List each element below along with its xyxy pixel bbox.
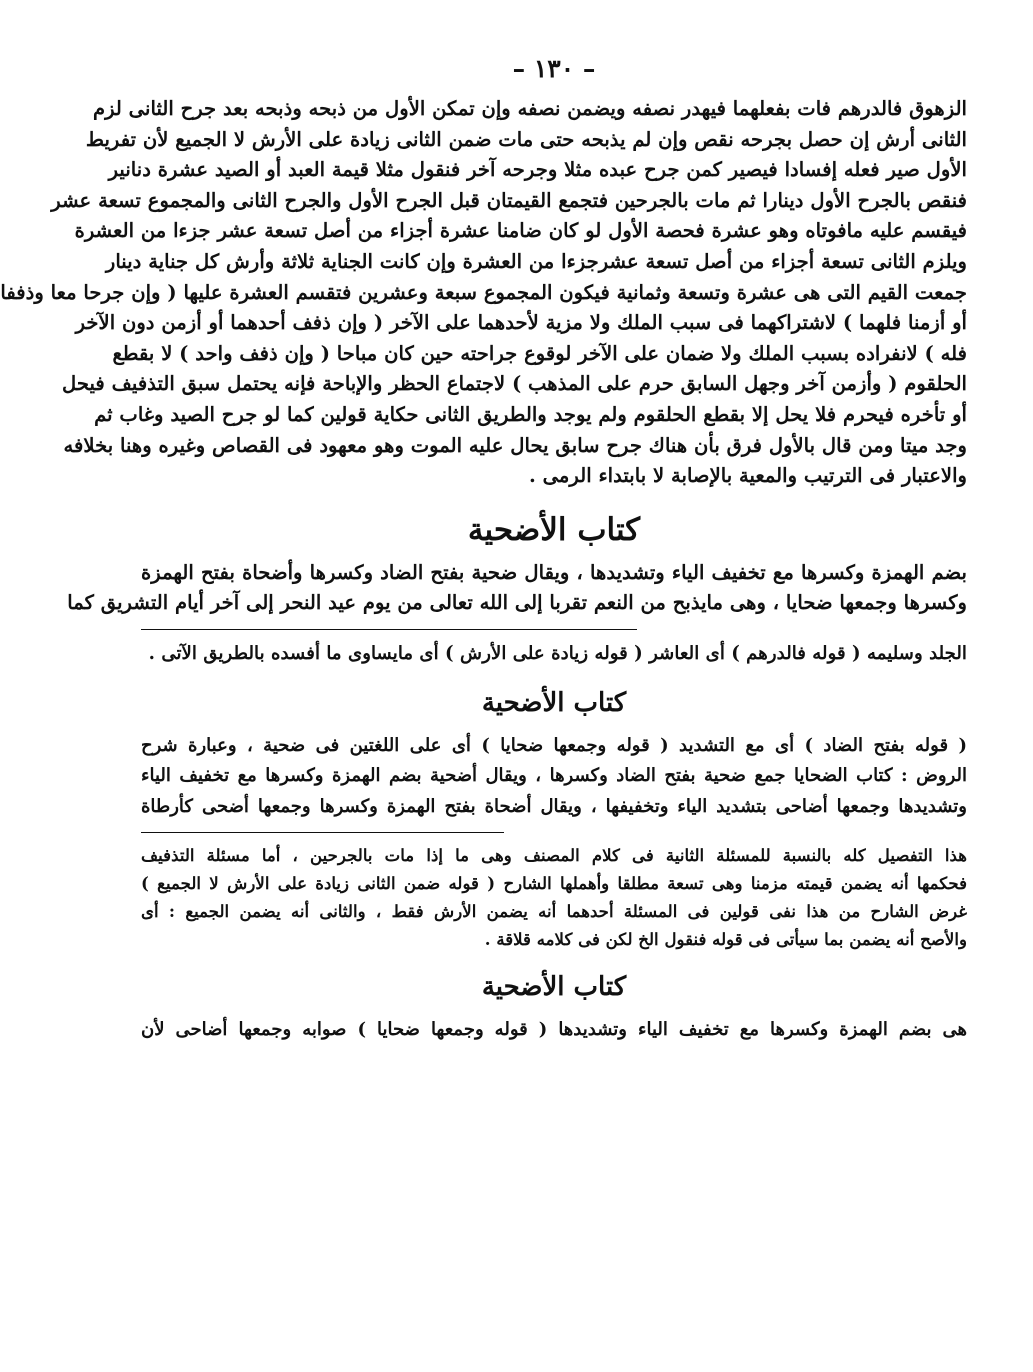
main-line: فله ) لانفراده بسبب الملك ولا ضمان على الآخر لوقوع جراحته حين كان مباحا ( وإن ذفف واحد ) لا بقطع xyxy=(112,341,967,365)
main-line: الحلقوم ( وأزمن آخر وجهل السابق حرم على المذهب ) لاجتماع الحظر والإباحة فإنه يحتمل سبق التذفيف فيحل xyxy=(62,372,967,396)
footnote-line: غرض الشارح من هذا نفى قولين فى المسئلة أحدهما أنه يضمن الأرش فقط ، والثانى أنه يضمن الجميع : أى xyxy=(141,901,967,922)
footnote-line: هى بضم الهمزة وكسرها مع تخفيف الياء وتشديدها ( قوله وجمعها ضحايا ) صوابه وجمعها أضاحى لأن xyxy=(141,1019,967,1041)
footnote-divider xyxy=(141,832,504,833)
footnote-block-c xyxy=(141,841,967,953)
main-line: ويلزم الثانى تسعة أجزاء من أصل تسعة عشرجزءا من العشرة وإن كانت الجناية ثلاثة وأرش كل جناية دينار xyxy=(105,249,967,273)
footnote-heading: كتاب الأضحية xyxy=(481,687,627,718)
footnote-line: الجلد وسليمه ( قوله فالدرهم ) أى العاشر ( قوله زيادة على الأرش ) أى مايساوى ما أفسده بالطريق الآتى . xyxy=(148,642,967,664)
footnote-line: الروض : كتاب الضحايا جمع ضحية بفتح الضاد وكسرها ، ويقال أضحية بضم الهمزة وكسرها مع تخفيف الياء xyxy=(141,765,967,787)
main-text xyxy=(0,94,967,619)
footnote-block-d xyxy=(141,1015,967,1045)
main-line: وجد ميتا ومن قال بالأول فرق بأن هناك جرح سابق يحال عليه الموت وهو معهود فى القصاص وغيره وهنا بخلافه xyxy=(63,433,967,457)
section-line: وكسرها وجمعها ضحايا ، وهى مايذبح من النعم تقربا إلى الله تعالى من يوم عيد النحر إلى آخر أيام التشريق كما xyxy=(67,591,967,615)
main-line: الزهوق فالدرهم فات بفعلهما فيهدر نصفه ويضمن نصفه وإن تمكن الأول من ذبحه وذبحه بعد جرح الثانى لزم xyxy=(92,97,967,120)
footnote-line: هذا التفصيل كله بالنسبة للمسئلة الثانية فى كلام المصنف وهى ما إذا مات بالجرحين ، أما مسئلة التذفيف xyxy=(141,845,967,866)
footnote-line: ( قوله بفتح الضاد ) أى مع التشديد ( قوله وجمعها ضحايا ) أى على اللغتين فى ضحية ، وعبارة شرح xyxy=(141,734,967,756)
section-line: بضم الهمزة وكسرها مع تخفيف الياء وتشديدها ، ويقال ضحية بفتح الضاد وكسرها وأضحاة بفتح الهمزة xyxy=(141,560,967,584)
main-line: والاعتبار فى الترتيب والمعية بالإصابة لا بابتداء الرمى . xyxy=(528,464,967,488)
main-line: جمعت القيم التى هى عشرة وتسعة وثمانية فيكون المجموع سبعة وعشرين فتقسم العشرة عليها ( وإن جرحا معا وذففا xyxy=(0,280,967,304)
footnote-block-a xyxy=(141,638,967,669)
footnote-heading: كتاب الأضحية xyxy=(481,972,627,1003)
section-heading: كتاب الأضحية xyxy=(467,511,641,548)
main-line: الثانى أرش إن حصل بجرحه نقص وإن لم يذبحه حتى مات ضمن الثانى زيادة على الأرش لا الجميع لأن تفريط xyxy=(85,127,967,151)
footnote-divider xyxy=(141,629,637,630)
main-line: فيقسم عليه مافوتاه وهو عشرة فحصة الأول لو كان ضامنا عشرة أجزاء من أصل تسعة عشر جزءا من العشرة xyxy=(74,219,967,243)
page-number: – ١٣٠ – xyxy=(512,54,596,83)
main-line: أو تأخره فيحرم فلا يحل إلا بقطع الحلقوم ولم يوجد والطريق الثانى حكاية قولين كما لو جرح الصيد وغاب ثم xyxy=(94,402,967,426)
footnote-block-b xyxy=(141,731,967,823)
footnote-line: وتشديدها وجمعها أضاحى بتشديد الياء وتخفيفها ، ويقال أضحاة بفتح الهمزة وكسرها وجمعها أضحى كأرطاة xyxy=(141,795,967,817)
main-line: أو أزمنا فلهما ) لاشتراكهما فى سبب الملك ولا مزية لأحدهما على الآخر ( وإن ذفف أحدهما أو أزمن دون الآخر xyxy=(75,311,967,335)
footnote-line: فحكمها أنه يضمن قيمته مزمنا وهى تسعة مطلقا وأهملها الشارح ( قوله ضمن الثانى زيادة على الأرش لا الجميع ) xyxy=(141,873,967,894)
main-line: الأول صير فعله إفسادا فيصير كمن جرح عبده مثلا وجرحه آخر فنقول مثلا قيمة العبد أو الصيد عشرة دنانير xyxy=(108,158,967,182)
footnote-line: والأصح أنه يضمن بما سيأتى فى قوله فنقول الخ لكن فى كلامه قلاقة . xyxy=(484,929,967,950)
main-line: فنقص بالجرح الأول دينارا ثم مات بالجرحين فتجمع القيمتان قبل الجرح الأول والجرح الثانى والمجموع تسعة عشر xyxy=(51,188,967,212)
